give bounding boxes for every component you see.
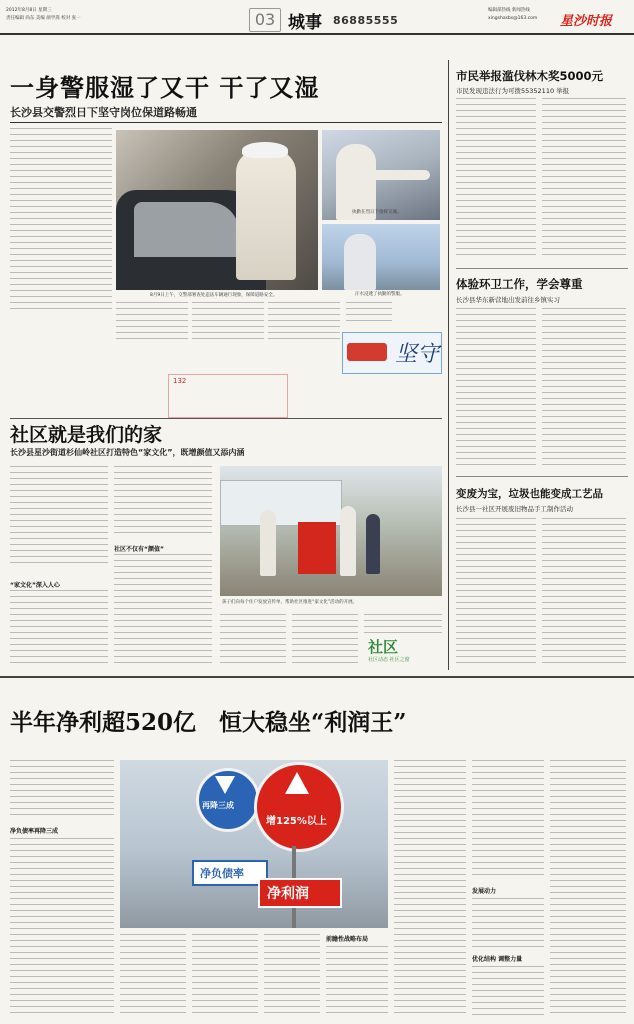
article3-body-col2 xyxy=(394,760,466,1018)
article1-caption-right2: 汗水浸透了执勤的警服。 xyxy=(355,292,405,297)
section-title: 城事 xyxy=(288,13,322,33)
article2-heading-b: 社区不仅有“颜值” xyxy=(114,546,164,553)
article3-body-col1b xyxy=(10,838,114,1014)
sidebar2-body-col1 xyxy=(456,308,536,468)
article3-body-col1 xyxy=(10,760,114,820)
article1-photo-right2 xyxy=(322,224,440,290)
article2-photo xyxy=(220,466,442,596)
sidebar2-body-col2 xyxy=(542,308,626,468)
article1-body-col2 xyxy=(116,302,188,342)
article1-rule xyxy=(10,122,442,123)
article3-body-col6 xyxy=(192,934,258,1018)
article2-subhead: 长沙县星沙街道杉仙岭社区打造特色“家文化”，既增颜值又添内涵 xyxy=(10,448,245,457)
article3-heading-b: 前瞻性战略布局 xyxy=(326,936,369,943)
officer2-arm xyxy=(370,170,430,180)
editor-line: 责任编辑 尚东 美编 颜学嵩 校对 张一 xyxy=(6,16,81,21)
article2-body-col1 xyxy=(10,466,108,566)
article1-body-col3 xyxy=(192,302,264,342)
officer-figure xyxy=(236,150,296,280)
red-banner xyxy=(298,522,336,574)
sign-panel-1 xyxy=(192,860,268,886)
brand-logo: 星沙时报 xyxy=(560,14,613,29)
article3-body-col7 xyxy=(264,934,320,1018)
article1-caption-right1: 执勤在烈日下指挥交通。 xyxy=(352,210,402,215)
article3-body-col5 xyxy=(120,934,186,1018)
article1-subhead: 长沙县交警烈日下坚守岗位保道路畅通 xyxy=(10,106,197,119)
article3-top-rule xyxy=(0,676,634,678)
article3-heading-d: 优化结构 调整力量 xyxy=(472,956,523,963)
sidebar1-subhead: 市民发现违法行为可拨55352110 举报 xyxy=(456,87,570,95)
article2-body-col5 xyxy=(364,614,442,638)
sign-text-1: 净负债率 xyxy=(200,867,244,880)
officer3-figure xyxy=(344,234,376,290)
article3-heading-a: 净负债率再降三成 xyxy=(10,828,59,835)
sidebar3-body-col2 xyxy=(542,518,626,666)
sidebar3-subhead: 长沙县一社区开展废旧物品手工制作活动 xyxy=(456,505,573,513)
article1-photo-right1 xyxy=(322,130,440,220)
sidebar3-headline: 变废为宝，垃圾也能变成工艺品 xyxy=(456,488,603,500)
article2-headline: 社区就是我们的家 xyxy=(10,424,163,446)
article3-infographic xyxy=(120,760,388,928)
article1-main-photo xyxy=(116,130,318,290)
bus-shape xyxy=(220,480,342,526)
article2-body-col4 xyxy=(292,614,358,668)
article3-body-col8 xyxy=(326,946,388,1018)
logo-text: 社区 xyxy=(368,638,399,656)
stamp-ribbon xyxy=(347,343,387,361)
child-figure-2 xyxy=(340,506,356,576)
logo-subtext: 社区动态 社区之窗 xyxy=(368,657,410,663)
article1-headline: 一身警服湿了又干 干了又湿 xyxy=(10,73,320,102)
sign-panel-2 xyxy=(258,878,342,908)
article2-body-col2b xyxy=(114,554,212,666)
article3-body-col3c xyxy=(472,966,544,1018)
child-figure-1 xyxy=(260,510,276,576)
article2-top-rule xyxy=(10,418,442,419)
up-arrow-label: 增125%以上 xyxy=(266,816,327,827)
article2-body-col3 xyxy=(220,614,286,668)
sidebar2-subhead: 长沙县华东新营地出发前往乡镇实习 xyxy=(456,296,560,304)
marker-box xyxy=(168,374,288,418)
article1-stamp xyxy=(342,332,442,374)
date-line: 2012年8月8日 星期三 xyxy=(6,8,52,13)
officer-cap xyxy=(242,142,288,158)
masthead-rule xyxy=(0,33,634,35)
sidebar2-rule xyxy=(456,476,628,477)
sidebar1-rule xyxy=(456,268,628,269)
article2-body-col2 xyxy=(114,466,212,536)
article1-body-col5 xyxy=(346,302,392,322)
article3-body-col3 xyxy=(472,760,544,880)
article1-caption-main: 8月9日上午，交警部署查处违法车辆通行现象，保障道路安全。 xyxy=(150,293,278,298)
article3-headline: 半年净利超520亿 恒大稳坐“利润王” xyxy=(10,709,407,736)
sign-text-2: 净利润 xyxy=(267,886,309,902)
page-number: 03 xyxy=(249,8,281,32)
article3-heading-c: 发展动力 xyxy=(472,888,497,895)
article3-body-col4 xyxy=(550,760,626,1018)
down-arrow-icon xyxy=(215,776,235,794)
article2-body-col1b xyxy=(10,590,108,668)
down-arrow-label: 再降三成 xyxy=(202,801,234,810)
contact-line: 编辑部热线 新闻热线 xyxy=(488,8,530,13)
sidebar3-body-col1 xyxy=(456,518,536,666)
officer2-figure xyxy=(336,144,376,220)
sidebar1-body-col2 xyxy=(542,98,626,260)
sidebar-divider xyxy=(448,60,449,670)
car-window xyxy=(134,202,239,257)
article1-body-col1 xyxy=(10,128,112,310)
article3-body-col3b xyxy=(472,898,544,948)
hotline: 86885555 xyxy=(333,14,399,27)
email-line: xingshasbs@163.com xyxy=(488,16,538,21)
article2-caption: 孩子们向每个住户发放宣传单，帮助社区推进“家文化”活动的开展。 xyxy=(222,600,358,605)
sidebar2-headline: 体验环卫工作，学会尊重 xyxy=(456,277,583,291)
article1-body-col4 xyxy=(268,302,340,342)
up-arrow-icon xyxy=(285,772,309,794)
marker-number: 132 xyxy=(173,377,187,385)
child-figure-3 xyxy=(366,514,380,574)
sidebar1-headline: 市民举报滥伐林木奖5000元 xyxy=(456,69,604,83)
article2-heading-a: “家文化”深入人心 xyxy=(10,582,60,589)
article2-logo xyxy=(364,636,442,668)
masthead xyxy=(0,0,634,38)
stamp-text: 坚守 xyxy=(395,342,440,367)
sidebar1-body-col1 xyxy=(456,98,536,260)
